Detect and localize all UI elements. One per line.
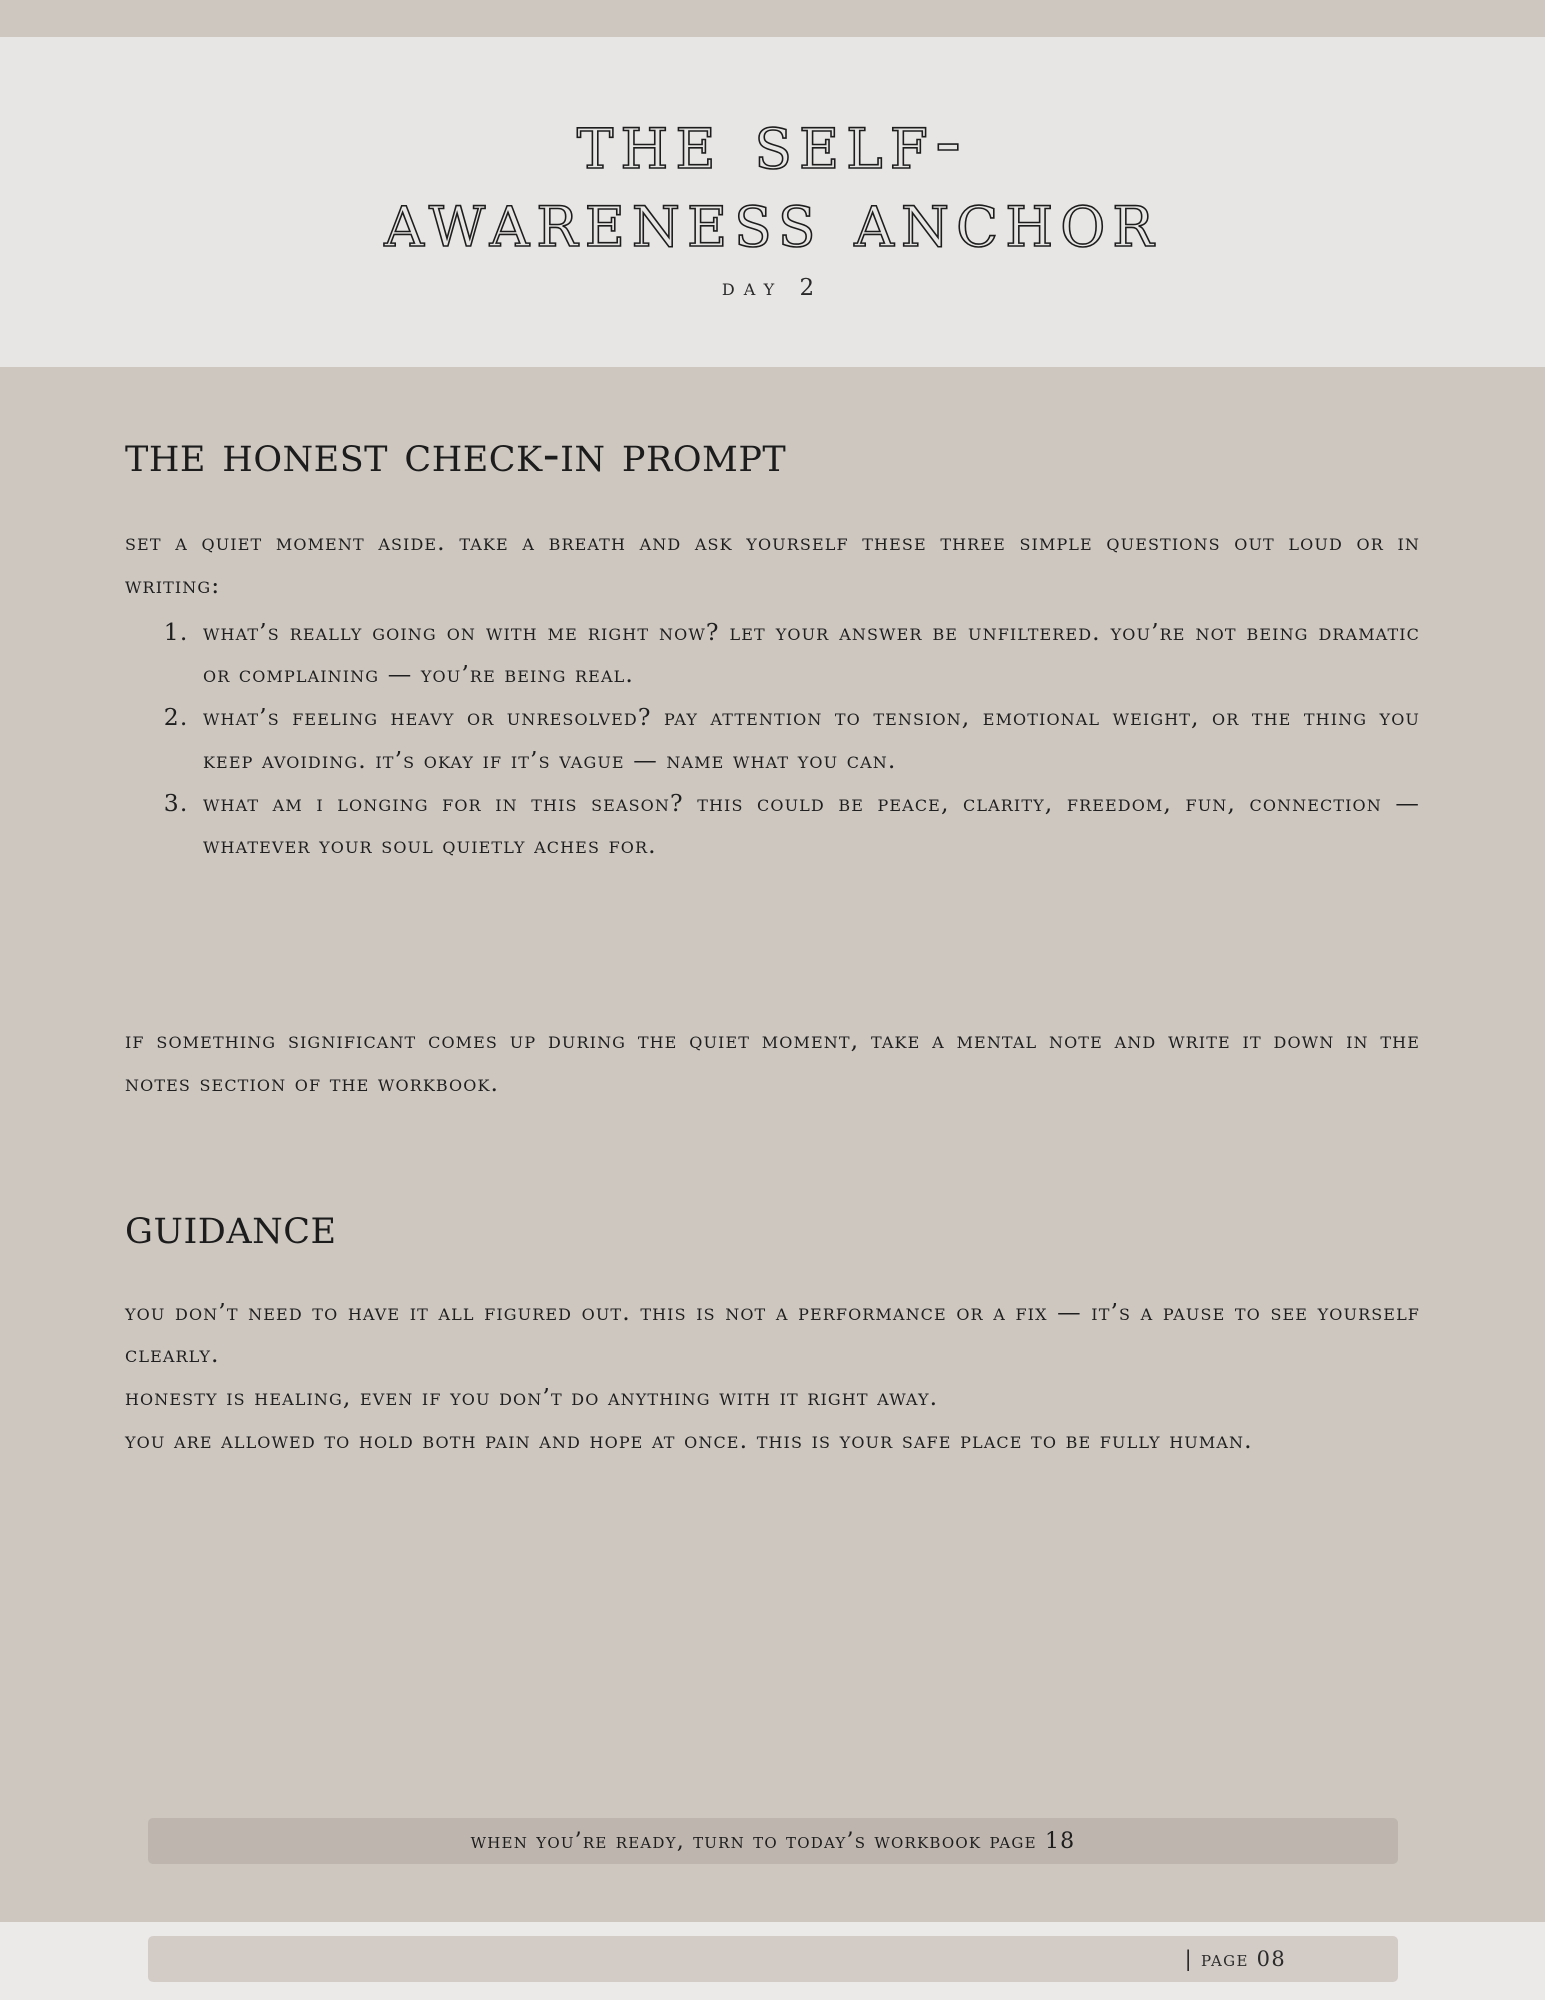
guidance-block	[125, 1291, 1420, 1462]
page-title	[344, 97, 1200, 265]
spacer	[125, 867, 1420, 1019]
page-header	[0, 37, 1545, 367]
note-paragraph: if something significant comes up during the quiet moment, take a mental note and write it down in the notes section of the workbook.	[125, 1026, 1420, 1097]
prompt-list	[125, 611, 1420, 868]
day-label: day 2	[721, 275, 824, 301]
list-item: 3. what am i longing for in this season? this could be peace, clarity, freedom, fun, connection — whatever your soul quietly aches for.	[197, 782, 1420, 868]
spacer	[125, 1105, 1420, 1197]
list-item: 1. what’s really going on with me right now? let your answer be unfiltered. you’re not being dramatic or complaining — you’re being real.	[197, 611, 1420, 697]
page-title-line-1: the self-	[576, 97, 969, 187]
intro-paragraph: set a quiet moment aside. take a breath and ask yourself these three simple questions out loud or in writing:	[125, 528, 1420, 599]
footer-bar	[148, 1936, 1398, 1982]
guidance-paragraph: you don’t need to have it all figured out. this is not a performance or a fix — it’s a pause to see yourself clearly.	[125, 1297, 1420, 1369]
section-title-guidance: guidance	[125, 1196, 337, 1255]
list-item: 2. what’s feeling heavy or unresolved? pay attention to tension, emotional weight, or the thing you keep avoiding. it’s okay if it’s vague — name what you can.	[197, 696, 1420, 782]
page-title-line-2: awareness anchor	[384, 175, 1161, 265]
page-content	[125, 425, 1420, 1462]
section-title-honest-check-in: the honest check-in prompt	[125, 425, 787, 483]
workbook-cta-banner[interactable]: when you’re ready, turn to today’s workbook page 18	[148, 1818, 1398, 1864]
page-number: | page 08	[1184, 1947, 1286, 1971]
guidance-paragraph: honesty is healing, even if you don’t do anything with it right away.	[125, 1383, 939, 1412]
guidance-paragraph: you are allowed to hold both pain and hope at once. this is your safe place to be fully human.	[125, 1425, 1253, 1454]
